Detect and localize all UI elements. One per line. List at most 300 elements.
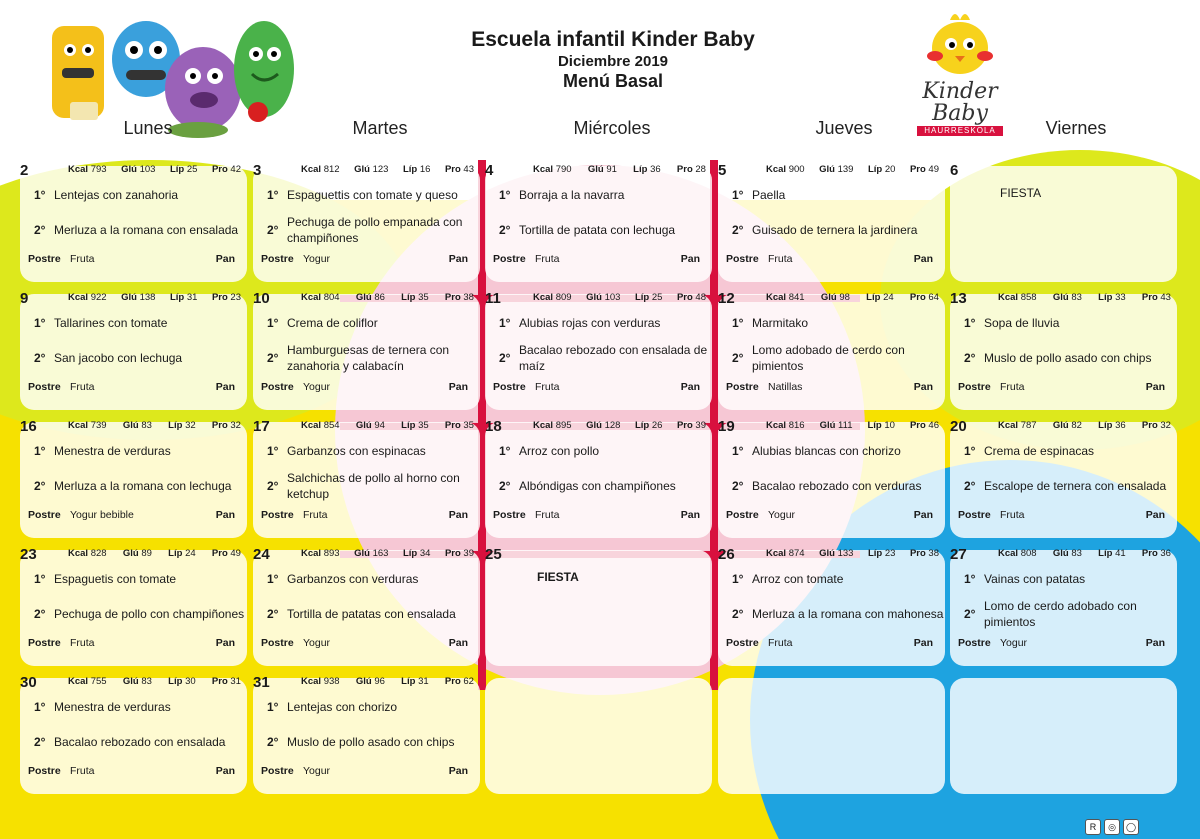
glu-value: 82 <box>1071 420 1082 431</box>
glu-value: 128 <box>604 420 621 431</box>
postre-value: Fruta <box>535 253 560 265</box>
second-course-marker: 2° <box>732 223 744 237</box>
second-course-dish: Albóndigas con champiñones <box>519 479 676 493</box>
second-course-marker: 2° <box>964 607 976 621</box>
kcal-value: 874 <box>788 548 805 559</box>
pro-label: Pro <box>676 292 693 303</box>
glu-label: Glú <box>354 548 370 559</box>
postre-value: Yogur <box>303 765 331 777</box>
first-course <box>34 186 247 204</box>
lip-value: 31 <box>418 676 429 687</box>
second-course-marker: 2° <box>34 223 46 237</box>
day-cell <box>950 672 1177 794</box>
first-course-dish: Marmitako <box>752 316 809 330</box>
cell-background <box>718 678 945 794</box>
school-title: Escuela infantil Kinder Baby <box>471 28 755 51</box>
glu-label: Glú <box>355 420 372 431</box>
postre-label: Postre <box>261 253 294 265</box>
first-course-marker: 1° <box>964 444 976 458</box>
second-course <box>499 340 712 376</box>
lip-label: Líp <box>1098 292 1113 303</box>
kcal-label: Kcal <box>998 420 1019 431</box>
postre-label: Postre <box>261 765 294 777</box>
second-course-dish: Lomo adobado de cerdo con pimientos <box>752 343 905 373</box>
second-course <box>34 340 247 376</box>
glu-value: 94 <box>374 420 385 431</box>
pro-value: 32 <box>1160 420 1171 431</box>
kcal-value: 895 <box>555 420 572 431</box>
second-course <box>499 212 712 248</box>
dayname-lunes: Lunes <box>123 118 173 138</box>
day-number: 25 <box>485 546 502 563</box>
second-course-marker: 2° <box>267 607 279 621</box>
second-course <box>732 468 945 504</box>
glu-value: 83 <box>141 676 152 687</box>
day-number: 6 <box>950 162 959 179</box>
second-course-marker: 2° <box>732 351 744 365</box>
kcal-label: Kcal <box>301 676 322 687</box>
logo-sub-text: HAURRESKOLA <box>917 126 1003 136</box>
postre-label: Postre <box>726 253 759 265</box>
kcal-value: 804 <box>323 292 340 303</box>
pan-label: Pan <box>1145 509 1165 521</box>
kcal-label: Kcal <box>68 164 89 175</box>
first-course-marker: 1° <box>732 316 744 330</box>
second-course-marker: 2° <box>732 607 744 621</box>
first-course <box>499 314 712 332</box>
postre-label: Postre <box>493 253 526 265</box>
postre-label: Postre <box>261 381 294 393</box>
postre-label: Postre <box>28 381 61 393</box>
second-course-marker: 2° <box>267 351 279 365</box>
first-course-dish: Espaguettis con tomate y queso <box>287 188 458 202</box>
first-course-dish: Crema de coliflor <box>287 316 378 330</box>
day-cell <box>950 160 1177 282</box>
glu-label: Glú <box>586 420 602 431</box>
pan-label: Pan <box>680 509 700 521</box>
logo-brand-text: Kinder Baby <box>922 79 998 126</box>
day-cell <box>253 672 480 794</box>
second-course-marker: 2° <box>964 351 976 365</box>
lip-value: 25 <box>186 164 198 175</box>
first-course-marker: 1° <box>499 188 511 202</box>
glu-label: Glú <box>122 420 139 431</box>
pro-label: Pro <box>444 676 461 687</box>
pro-label: Pro <box>444 548 461 559</box>
first-course <box>964 570 1177 588</box>
second-course-dish: Merluza a la romana con lechuga <box>54 479 232 493</box>
day-cell <box>20 288 247 410</box>
lip-label: Líp <box>634 292 650 303</box>
postre-value: Yogur <box>303 381 331 393</box>
pro-value: 42 <box>230 164 241 175</box>
postre-label: Postre <box>493 381 526 393</box>
first-course-marker: 1° <box>34 572 46 586</box>
lip-label: Líp <box>867 548 883 559</box>
second-course-dish: Bacalao rebozado con ensalada <box>54 735 226 749</box>
glu-label: Glú <box>1052 548 1069 559</box>
glu-value: 86 <box>374 292 385 303</box>
dessert-row <box>261 381 468 393</box>
day-cell <box>718 288 945 410</box>
kcal-label: Kcal <box>766 420 787 431</box>
dessert-row <box>261 765 468 777</box>
second-course-dish: Merluza a la romana con mahonesa <box>752 607 944 621</box>
lip-label: Líp <box>402 164 418 175</box>
pro-label: Pro <box>909 420 926 431</box>
pro-label: Pro <box>1141 292 1158 303</box>
pro-value: 39 <box>463 548 474 559</box>
cert-globe-icon: ◯ <box>1123 819 1139 835</box>
second-course <box>34 468 247 504</box>
day-cell <box>20 544 247 666</box>
pan-label: Pan <box>913 253 933 265</box>
first-course-dish: Menestra de verduras <box>54 444 171 458</box>
dayname-martes: Martes <box>352 118 408 138</box>
day-number: 2 <box>20 162 29 179</box>
first-course <box>732 186 945 204</box>
day-number: 17 <box>253 418 270 435</box>
postre-value: Fruta <box>303 509 328 521</box>
kcal-value: 809 <box>555 292 572 303</box>
first-course-dish: Garbanzos con espinacas <box>287 444 426 458</box>
pro-value: 43 <box>463 164 474 175</box>
day-cell <box>253 288 480 410</box>
lip-value: 41 <box>1115 548 1126 559</box>
second-course-dish: Pechuga de pollo con champiñones <box>54 607 245 621</box>
second-course-marker: 2° <box>964 479 976 493</box>
dessert-row <box>28 509 235 521</box>
first-course <box>964 314 1177 332</box>
kcal-value: 816 <box>788 420 805 431</box>
pro-label: Pro <box>211 676 228 687</box>
lip-value: 16 <box>419 164 431 175</box>
dessert-row <box>28 637 235 649</box>
lip-label: Líp <box>1098 420 1113 431</box>
postre-value: Fruta <box>768 637 793 649</box>
first-course <box>34 314 247 332</box>
first-course-marker: 1° <box>34 444 46 458</box>
first-course-dish: Crema de espinacas <box>984 444 1095 458</box>
second-course-dish: Tortilla de patatas con ensalada <box>287 607 456 621</box>
first-course <box>732 314 945 332</box>
first-course-dish: Arroz con tomate <box>752 572 844 586</box>
pan-label: Pan <box>913 381 933 393</box>
day-number: 24 <box>253 546 270 563</box>
day-number: 3 <box>253 162 262 179</box>
pro-value: 62 <box>463 676 474 687</box>
lip-label: Líp <box>168 420 183 431</box>
chick-icon <box>895 6 1025 76</box>
postre-label: Postre <box>261 637 294 649</box>
lip-value: 24 <box>883 292 894 303</box>
lip-label: Líp <box>401 676 416 687</box>
first-course-marker: 1° <box>34 316 46 330</box>
second-course-dish: Hamburguesas de ternera con zanahoria y calabacín <box>287 343 450 373</box>
postre-value: Fruta <box>70 765 95 777</box>
glu-value: 103 <box>604 292 621 303</box>
pro-label: Pro <box>676 164 693 175</box>
day-cell <box>485 416 712 538</box>
second-course-dish: Guisado de ternera la jardinera <box>752 223 918 237</box>
glu-label: Glú <box>122 676 139 687</box>
kcal-label: Kcal <box>998 548 1019 559</box>
pan-label: Pan <box>215 253 235 265</box>
nutrition-row <box>766 292 939 303</box>
pan-label: Pan <box>1145 381 1165 393</box>
dessert-row <box>958 637 1165 649</box>
nutrition-row <box>68 420 241 431</box>
second-course <box>34 724 247 760</box>
pan-label: Pan <box>680 253 700 265</box>
lip-value: 35 <box>418 420 429 431</box>
lip-label: Líp <box>402 548 418 559</box>
pro-label: Pro <box>676 420 693 431</box>
pro-value: 39 <box>695 420 706 431</box>
glu-value: 83 <box>1071 292 1082 303</box>
day-cell <box>253 544 480 666</box>
day-number: 26 <box>718 546 735 563</box>
day-cell <box>718 416 945 538</box>
pro-value: 38 <box>928 548 939 559</box>
first-course-marker: 1° <box>964 316 976 330</box>
glu-label: Glú <box>587 164 604 175</box>
day-number: 31 <box>253 674 270 691</box>
dessert-row <box>493 381 700 393</box>
lip-label: Líp <box>867 164 883 175</box>
lip-label: Líp <box>1098 548 1113 559</box>
second-course <box>732 340 945 376</box>
glu-value: 163 <box>372 548 389 559</box>
nutrition-row <box>301 676 474 687</box>
kcal-label: Kcal <box>68 292 89 303</box>
pro-label: Pro <box>211 164 228 175</box>
lip-label: Líp <box>168 676 183 687</box>
first-course-marker: 1° <box>732 188 744 202</box>
day-cell <box>20 160 247 282</box>
first-course-dish: Garbanzos con verduras <box>287 572 419 586</box>
second-course <box>964 468 1177 504</box>
first-course-marker: 1° <box>499 444 511 458</box>
postre-value: Yogur <box>768 509 796 521</box>
lip-label: Líp <box>401 292 416 303</box>
glu-label: Glú <box>820 292 837 303</box>
menu-title: Menú Basal <box>562 71 664 91</box>
postre-label: Postre <box>958 509 991 521</box>
nutrition-row <box>301 548 474 559</box>
glu-label: Glú <box>355 292 372 303</box>
pan-label: Pan <box>448 381 468 393</box>
second-course-dish: Muslo de pollo asado con chips <box>984 351 1152 365</box>
pan-label: Pan <box>448 253 468 265</box>
second-course-marker: 2° <box>499 479 511 493</box>
day-cell <box>485 672 712 794</box>
second-course-marker: 2° <box>732 479 744 493</box>
glu-value: 138 <box>139 292 156 303</box>
title-block <box>420 28 806 91</box>
postre-label: Postre <box>28 509 61 521</box>
pan-label: Pan <box>1145 637 1165 649</box>
first-course-dish: Alubias blancas con chorizo <box>752 444 901 458</box>
lip-value: 20 <box>884 164 896 175</box>
glu-label: Glú <box>586 292 602 303</box>
nutrition-row <box>998 548 1171 559</box>
pro-label: Pro <box>444 420 461 431</box>
second-course-dish: Muslo de pollo asado con chips <box>287 735 455 749</box>
glu-label: Glú <box>355 676 372 687</box>
dessert-row <box>726 637 933 649</box>
kcal-label: Kcal <box>533 164 554 175</box>
second-course <box>964 340 1177 376</box>
second-course-dish: Bacalao rebozado con ensalada de maíz <box>519 343 708 373</box>
kcal-label: Kcal <box>68 548 89 559</box>
holiday-label: FIESTA <box>1000 186 1042 200</box>
second-course-dish: Tortilla de patata con lechuga <box>519 223 676 237</box>
day-number: 10 <box>253 290 270 307</box>
kcal-label: Kcal <box>301 548 322 559</box>
nutrition-row <box>766 548 939 559</box>
dessert-row <box>28 253 235 265</box>
glu-label: Glú <box>1052 420 1069 431</box>
postre-label: Postre <box>493 509 526 521</box>
dessert-row <box>261 253 468 265</box>
dessert-row <box>261 509 468 521</box>
postre-value: Fruta <box>1000 381 1025 393</box>
pro-value: 36 <box>1160 548 1171 559</box>
nutrition-row <box>68 548 241 559</box>
glu-value: 111 <box>838 420 853 431</box>
day-number: 5 <box>718 162 727 179</box>
kcal-value: 900 <box>788 164 805 175</box>
postre-label: Postre <box>28 253 61 265</box>
glu-value: 123 <box>372 164 389 175</box>
day-number: 16 <box>20 418 37 435</box>
pro-value: 35 <box>463 420 474 431</box>
lip-value: 32 <box>185 420 196 431</box>
first-course-dish: Paella <box>752 188 786 202</box>
glu-label: Glú <box>819 548 835 559</box>
pan-label: Pan <box>448 509 468 521</box>
glu-label: Glú <box>121 164 137 175</box>
first-course-marker: 1° <box>732 572 744 586</box>
day-cell <box>253 416 480 538</box>
postre-value: Fruta <box>535 381 560 393</box>
kcal-value: 938 <box>323 676 340 687</box>
dessert-row <box>726 253 933 265</box>
nutrition-row <box>68 292 241 303</box>
nutrition-row <box>68 164 241 175</box>
nutrition-row <box>533 292 706 303</box>
first-course-dish: Arroz con pollo <box>519 444 600 458</box>
first-course-marker: 1° <box>267 700 279 714</box>
nutrition-row <box>533 164 706 175</box>
lip-label: Líp <box>867 420 882 431</box>
day-number: 13 <box>950 290 967 307</box>
postre-label: Postre <box>261 509 294 521</box>
second-course-marker: 2° <box>499 351 511 365</box>
first-course <box>34 698 247 716</box>
pro-value: 32 <box>230 420 241 431</box>
second-course-dish: Pechuga de pollo empanada con champiñones <box>287 215 463 245</box>
kinder-baby-logo <box>895 6 1025 135</box>
kcal-value: 858 <box>1020 292 1037 303</box>
nutrition-row <box>766 420 939 431</box>
first-course-dish: Lentejas con chorizo <box>287 700 398 714</box>
nutrition-row <box>766 164 939 175</box>
lip-label: Líp <box>401 420 416 431</box>
day-number: 4 <box>485 162 494 179</box>
second-course <box>499 468 712 504</box>
first-course-dish: Sopa de lluvia <box>984 316 1060 330</box>
lip-value: 10 <box>884 420 895 431</box>
first-course <box>267 186 480 204</box>
kcal-value: 793 <box>90 164 107 175</box>
kcal-value: 790 <box>555 164 572 175</box>
lip-label: Líp <box>633 164 648 175</box>
lip-value: 24 <box>185 548 196 559</box>
kcal-label: Kcal <box>301 292 322 303</box>
pro-label: Pro <box>909 292 926 303</box>
glu-label: Glú <box>819 420 836 431</box>
day-cell <box>718 544 945 666</box>
kcal-value: 808 <box>1020 548 1037 559</box>
second-course-marker: 2° <box>34 735 46 749</box>
day-cell <box>950 416 1177 538</box>
day-number: 9 <box>20 290 29 307</box>
pro-label: Pro <box>444 164 461 175</box>
nutrition-row <box>998 292 1171 303</box>
dayname-viernes: Viernes <box>1045 118 1107 138</box>
first-course <box>499 442 712 460</box>
first-course-marker: 1° <box>732 444 744 458</box>
cert-seal-icon: ◎ <box>1104 819 1120 835</box>
first-course <box>267 570 480 588</box>
kcal-value: 893 <box>323 548 340 559</box>
nutrition-row <box>301 292 474 303</box>
first-course-marker: 1° <box>34 700 46 714</box>
second-course <box>34 212 247 248</box>
lip-label: Líp <box>169 164 185 175</box>
dessert-row <box>726 381 933 393</box>
kcal-label: Kcal <box>301 420 322 431</box>
first-course <box>34 442 247 460</box>
first-course-dish: Menestra de verduras <box>54 700 171 714</box>
lip-label: Líp <box>866 292 881 303</box>
nutrition-row <box>68 676 241 687</box>
dessert-row <box>28 381 235 393</box>
glu-label: Glú <box>354 164 370 175</box>
pro-value: 43 <box>1160 292 1171 303</box>
pan-label: Pan <box>215 509 235 521</box>
glu-value: 91 <box>606 164 617 175</box>
day-cell <box>485 160 712 282</box>
pro-label: Pro <box>1141 420 1158 431</box>
kcal-value: 812 <box>323 164 340 175</box>
pan-label: Pan <box>913 637 933 649</box>
kcal-value: 841 <box>788 292 805 303</box>
first-course-marker: 1° <box>499 316 511 330</box>
second-course <box>34 596 247 632</box>
pro-label: Pro <box>909 164 926 175</box>
first-course-dish: Tallarines con tomate <box>54 316 168 330</box>
first-course <box>732 442 945 460</box>
lip-label: Líp <box>634 420 650 431</box>
pan-label: Pan <box>913 509 933 521</box>
first-course-marker: 1° <box>267 444 279 458</box>
kcal-label: Kcal <box>533 292 554 303</box>
lip-value: 26 <box>651 420 663 431</box>
dayname-jueves: Jueves <box>815 118 873 138</box>
